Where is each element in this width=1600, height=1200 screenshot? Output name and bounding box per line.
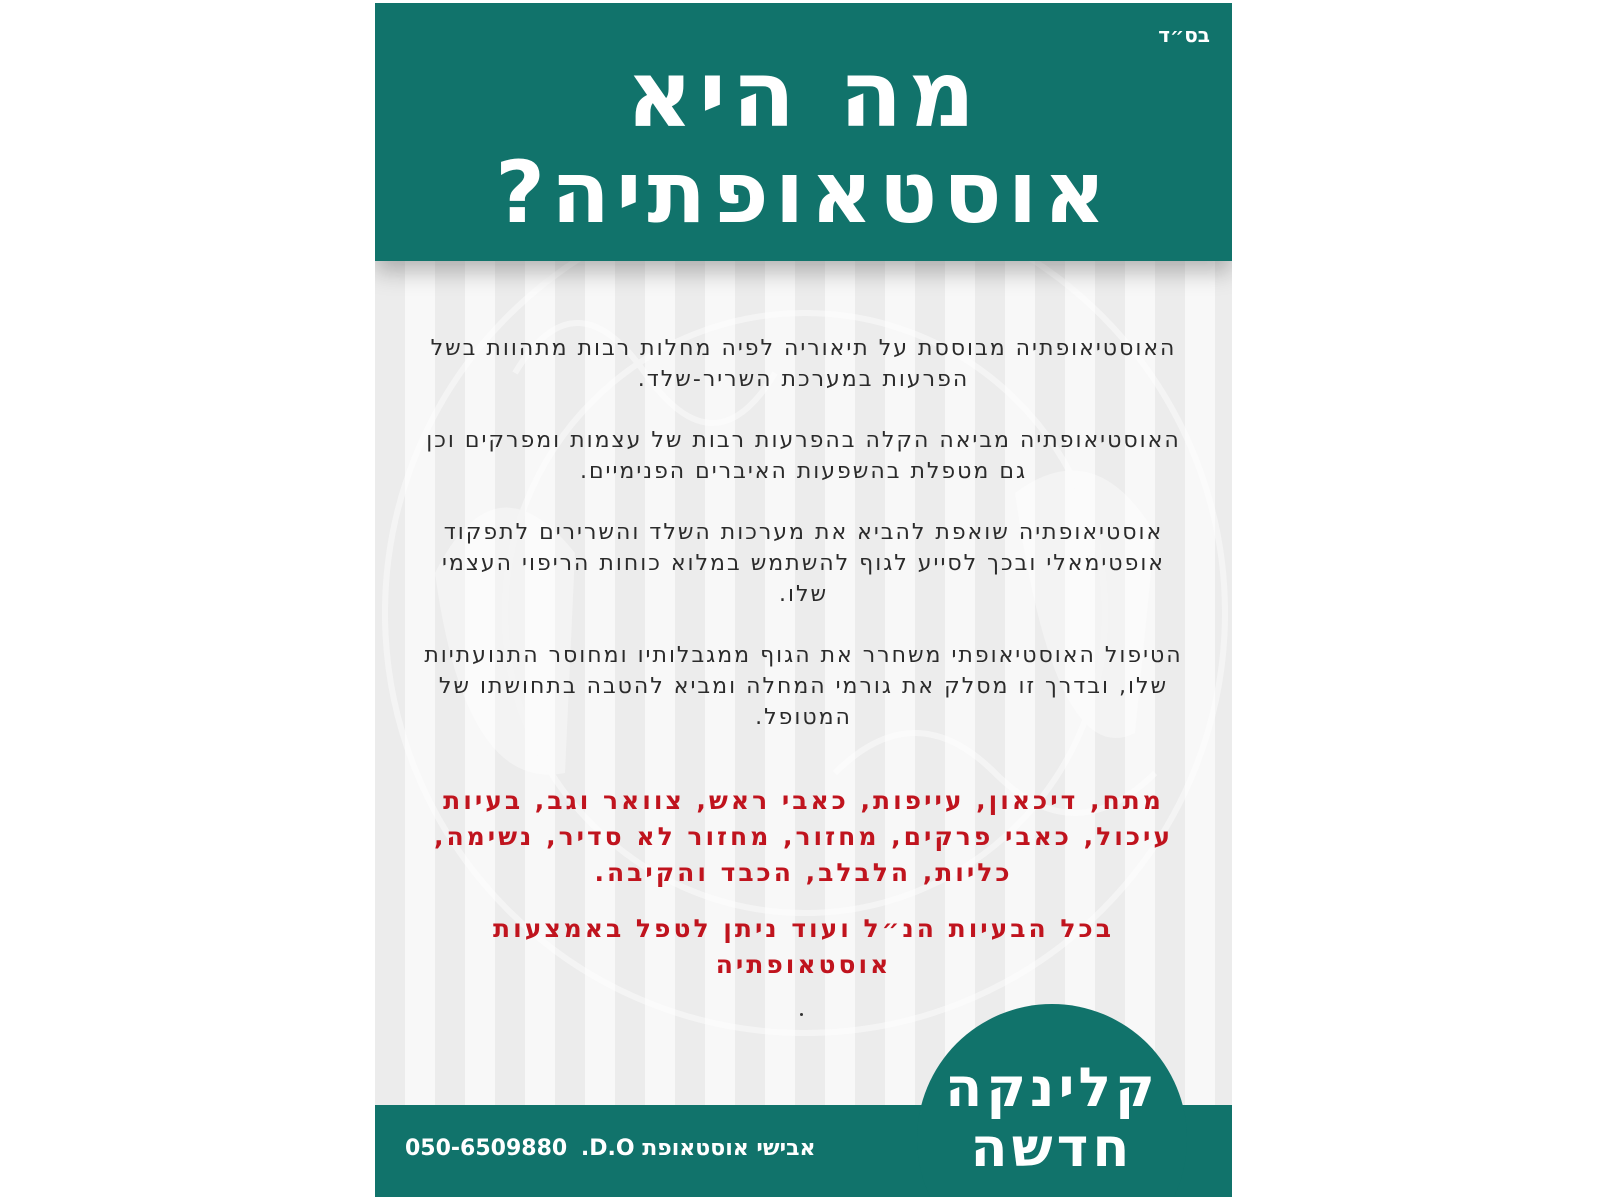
page-title-line2: אוסטאופתיה? — [495, 143, 1112, 243]
page-title-line1: מה היא — [625, 41, 982, 148]
dot-mark — [800, 1013, 803, 1016]
paragraph-4: הטיפול האוסטיאופתי משחרר את הגוף ממגבלותיו ומחוסר התנועתיות שלו, ובדרך זו מסלק את גורמי המחלה ומביא להטבה בתחושתו של המטופל. — [424, 643, 1183, 730]
contact-info — [405, 1136, 905, 1161]
logo-text-line1: קלינקה — [945, 1056, 1159, 1119]
body-paragraphs — [415, 333, 1192, 763]
paragraph-2: האוסטיאופתיה מביאה הקלה בהפרעות רבות של עצמות ומפרקים וכן גם מטפלת בהשפעות האיברים הפנימיים. — [426, 428, 1181, 484]
phone-number[interactable]: 050-6509880 — [405, 1136, 568, 1161]
bsd-mark: בס״ד — [1158, 23, 1210, 47]
paragraph-3: אוסטיאופתיה שואפת להביא את מערכות השלד והשרירים לתפקוד אופטימאלי ובכך לסייע לגוף להשתמש במלוא כוחות הריפוי העצמי שלו. — [441, 520, 1166, 607]
conditions-paragraph: מתח, דיכאון, עייפות, כאבי ראש, צוואר וגב, בעיות עיכול, כאבי פרקים, מחזור, מחזור לא סדיר, נשימה, כליות, הלבלב, הכבד והקיבה. — [433, 786, 1174, 887]
treatment-note: בכל הבעיות הנ״ל ועוד ניתן לטפל באמצעות אוסטאופתיה — [493, 914, 1114, 979]
conditions-list — [415, 783, 1192, 1003]
header-banner — [375, 3, 1232, 261]
logo-text-line2: חדשה — [970, 1116, 1134, 1179]
flyer — [375, 3, 1232, 1197]
practitioner-name: אבישי אוסטאופת D.O. — [580, 1136, 816, 1161]
paragraph-1: האוסטיאופתיה מבוססת על תיאוריה לפיה מחלות רבות מתהוות בשל הפרעות במערכת השריר-שלד. — [430, 336, 1177, 392]
